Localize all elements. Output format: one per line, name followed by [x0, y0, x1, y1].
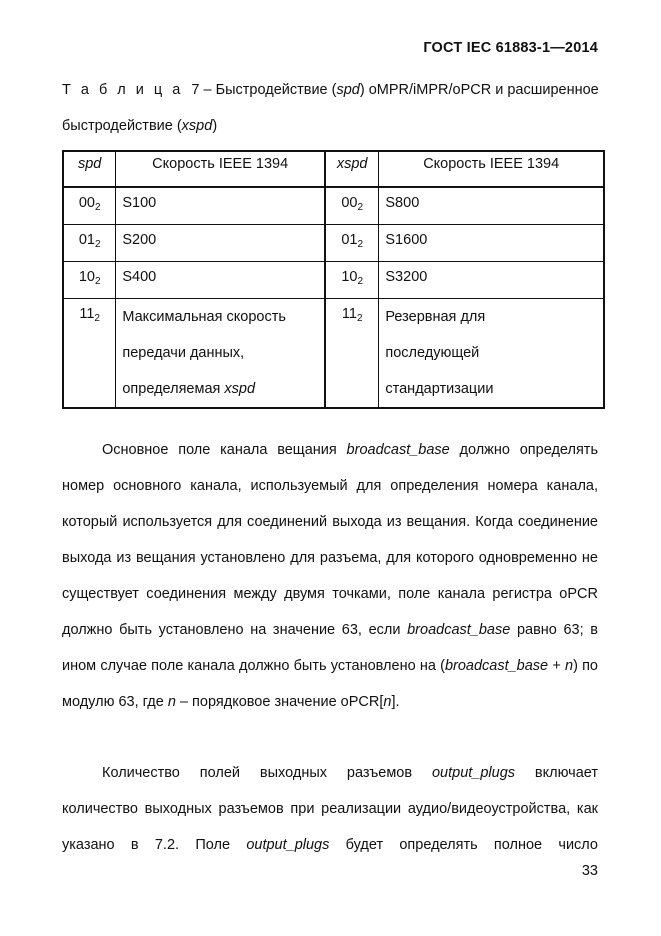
table-row — [63, 224, 604, 261]
table-row — [63, 298, 604, 408]
xspd-code: $11_2$ — [325, 298, 379, 408]
speed-table — [62, 150, 605, 409]
table-row — [63, 187, 604, 224]
spd-speed: Максимальная скорость передачи данных, определяемая xspd — [116, 298, 325, 408]
xspd-speed: S1600 — [379, 224, 604, 261]
xspd-code: $10_2$ — [325, 261, 379, 298]
spd-code: $00_2$ — [63, 187, 116, 224]
document-header: ГОСТ IEC 61883-1—2014 — [423, 40, 598, 56]
caption-text: ) — [212, 118, 218, 134]
caption-number: 7 — [191, 82, 200, 98]
spd-code: $11_2$ — [63, 298, 116, 408]
caption-label: Т а б л и ц а — [62, 82, 184, 98]
caption-xspd: xspd — [181, 118, 213, 134]
spd-speed: S400 — [116, 261, 325, 298]
header-spd: spd — [63, 151, 116, 187]
header-speed: Скорость IEEE 1394 — [116, 151, 325, 187]
spd-speed: S100 — [116, 187, 325, 224]
xspd-speed: S3200 — [379, 261, 604, 298]
xspd-code: $01_2$ — [325, 224, 379, 261]
page-number: 33 — [581, 863, 598, 879]
table-row — [63, 261, 604, 298]
caption-text: ) oMPR/iMPR/oPCR и расширенное быстродействие ( — [62, 82, 599, 134]
xspd-speed: Резервная для последующей стандартизации — [379, 298, 604, 408]
table-caption — [62, 72, 602, 144]
caption-text: – Быстродействие ( — [199, 82, 337, 98]
xspd-code: $00_2$ — [325, 187, 379, 224]
paragraph-broadcast-base: Основное поле канала вещания broadcast_base должно определять номер основного канала, используемый для определения номера канала, который используется для соединений выхода из вещания. Когда соединение выхода из вещания установлено для разъема, для которого одновременно не существует соединения между двумя точками, поле канала регистра oPCR должно быть установлено на значение 63, если broadcast_base равно 63; в ином случае поле канала должно быть установлено на (broadcast_base + n) по модулю 63, где n – порядковое значение oPCR[n]. — [62, 442, 598, 710]
paragraph-output-plugs: Количество полей выходных разъемов output_plugs включает количество выходных разъемов при реализации аудио/видеоустройства, как указано в 7.2. Поле output_plugs будет определять полное число — [62, 765, 598, 853]
header-xspd: xspd — [325, 151, 379, 187]
spd-speed: S200 — [116, 224, 325, 261]
caption-spd: spd — [336, 82, 360, 98]
spd-code: $01_2$ — [63, 224, 116, 261]
spd-code: $10_2$ — [63, 261, 116, 298]
header-speed: Скорость IEEE 1394 — [379, 151, 604, 187]
xspd-speed: S800 — [379, 187, 604, 224]
table-header-row — [63, 151, 604, 187]
